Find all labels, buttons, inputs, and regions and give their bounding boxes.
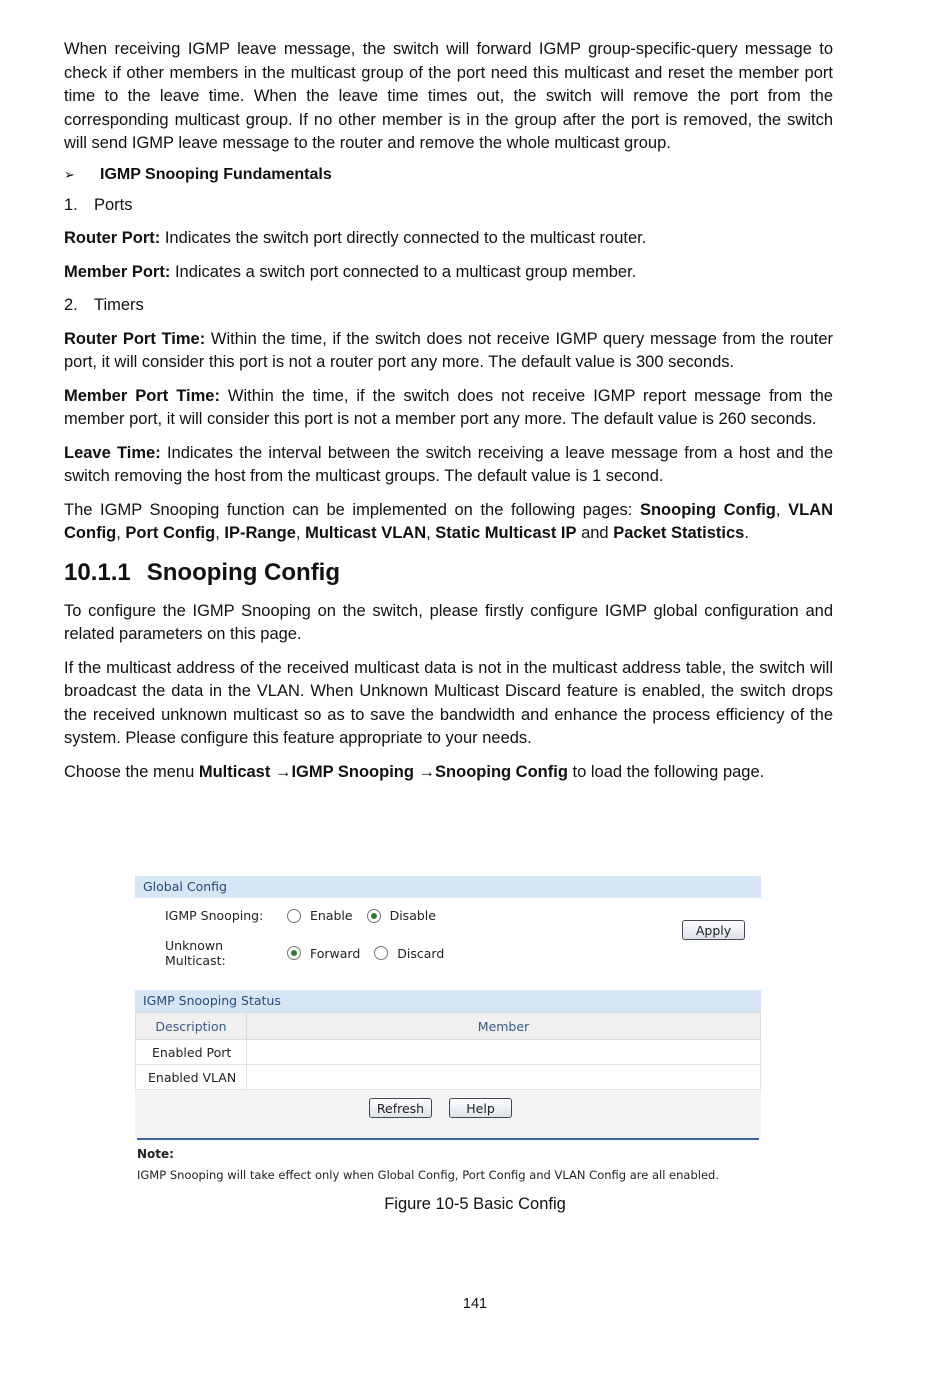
section-title: Snooping Config bbox=[146, 558, 341, 586]
unknown-discard-radio[interactable] bbox=[374, 946, 388, 960]
option-label: Disable bbox=[389, 908, 436, 923]
note-box bbox=[137, 1138, 759, 1182]
router-port-definition bbox=[64, 227, 833, 251]
unknown-forward-option[interactable] bbox=[287, 946, 360, 961]
list-item-ports bbox=[64, 194, 833, 218]
sep: , bbox=[215, 524, 225, 542]
sep: , bbox=[426, 524, 436, 542]
leave-time-definition bbox=[64, 442, 833, 489]
arrow-bullet-icon: ➢ bbox=[64, 166, 75, 182]
pages-paragraph bbox=[64, 499, 833, 546]
table-header-row bbox=[136, 1013, 761, 1040]
row-member bbox=[247, 1065, 761, 1090]
list-text: Timers bbox=[94, 296, 144, 314]
section-number: 10.1.1 bbox=[64, 558, 131, 586]
igmp-enable-radio[interactable] bbox=[287, 909, 301, 923]
page-name: IP-Range bbox=[224, 524, 296, 542]
router-port-time-definition bbox=[64, 328, 833, 375]
status-table bbox=[135, 1012, 761, 1090]
intro-paragraph: When receiving IGMP leave message, the switch will forward IGMP group-specific-query message to check if other members in the multicast group of the port need this multicast and reset the member port time to the leave time. When the leave time times out, the switch will remove the port from the corresponding multicast group. If no other member is in the group after the port is removed, the switch will send IGMP leave message to the router and remove the whole multicast group. bbox=[64, 40, 833, 152]
igmp-disable-radio[interactable] bbox=[367, 909, 381, 923]
definition: Indicates a switch port connected to a multicast group member. bbox=[170, 262, 637, 281]
sep: , bbox=[775, 500, 789, 519]
term: Member Port Time: bbox=[64, 386, 220, 405]
option-label: Discard bbox=[397, 945, 445, 961]
list-text: Ports bbox=[94, 195, 133, 214]
text: to load the following page. bbox=[567, 762, 765, 781]
page-name: Port Config bbox=[125, 524, 216, 542]
term: Router Port Time: bbox=[64, 329, 206, 348]
note-text: IGMP Snooping will take effect only when Global Config, Port Config and VLAN Config are all enabled. bbox=[137, 1168, 719, 1182]
sep: , bbox=[116, 524, 126, 542]
igmp-snooping-row bbox=[165, 908, 450, 923]
page-name: Packet Statistics bbox=[613, 524, 745, 542]
snooping-config-figure bbox=[135, 876, 761, 1186]
status-button-bar bbox=[135, 1090, 761, 1138]
fundamentals-heading bbox=[64, 166, 833, 184]
refresh-button[interactable]: Refresh bbox=[369, 1098, 432, 1118]
global-config-panel bbox=[135, 898, 761, 990]
igmp-disable-option[interactable] bbox=[367, 908, 436, 923]
member-port-time-definition bbox=[64, 385, 833, 432]
col-description: Description bbox=[136, 1013, 247, 1040]
page-name: Snooping Config bbox=[639, 500, 776, 519]
table-row bbox=[136, 1065, 761, 1090]
status-title: IGMP Snooping Status bbox=[135, 990, 761, 1012]
definition: Within the time, if the switch does not receive IGMP report message from the member port, it will consider this port is not a member port any more. The default value is 260 seconds. bbox=[64, 386, 833, 428]
section-para-2: If the multicast address of the received multicast data is not in the multicast address table, the switch will broadcast the data in the VLAN. When Unknown Multicast Discard feature is enabled, the switch drops the received unknown multicast so as to save the bandwidth and enhance the process efficiency of the system. Please configure this feature appropriate to your needs. bbox=[64, 658, 833, 747]
definition: Indicates the switch port directly connected to the multicast router. bbox=[160, 229, 647, 247]
row-member bbox=[247, 1040, 761, 1065]
igmp-snooping-label: IGMP Snooping: bbox=[165, 908, 264, 923]
igmp-enable-option[interactable] bbox=[287, 908, 353, 923]
menu-path: Multicast →IGMP Snooping →Snooping Config bbox=[198, 762, 568, 781]
fundamentals-heading-text: IGMP Snooping Fundamentals bbox=[100, 165, 332, 183]
unknown-multicast-label: Unknown Multicast: bbox=[165, 938, 226, 968]
row-description: Enabled VLAN bbox=[136, 1065, 247, 1090]
term: Member Port: bbox=[64, 262, 171, 281]
option-label: Enable bbox=[310, 908, 353, 923]
figure-caption: Figure 10-5 Basic Config bbox=[384, 1195, 566, 1213]
table-row bbox=[136, 1040, 761, 1065]
col-member: Member bbox=[247, 1013, 761, 1040]
unknown-discard-option[interactable] bbox=[374, 946, 444, 961]
document-body bbox=[64, 38, 833, 794]
page-name: Multicast VLAN bbox=[305, 524, 427, 542]
unknown-multicast-row bbox=[165, 938, 458, 968]
global-config-title: Global Config bbox=[135, 876, 761, 898]
list-item-timers bbox=[64, 294, 833, 318]
apply-button[interactable]: Apply bbox=[682, 920, 745, 940]
section-heading bbox=[64, 556, 833, 590]
page-number: 141 bbox=[462, 1296, 488, 1312]
section-para-1: To configure the IGMP Snooping on the switch, please firstly configure IGMP global configuration and related parameters on this page. bbox=[64, 601, 833, 643]
definition: Indicates the interval between the switch receiving a leave message from a host and the switch removing the host from the multicast groups. The default value is 1 second. bbox=[64, 443, 834, 485]
text: Choose the menu bbox=[64, 762, 199, 781]
option-label: Forward bbox=[310, 945, 361, 961]
note-title: Note: bbox=[137, 1147, 174, 1161]
term: Router Port: bbox=[64, 229, 161, 247]
help-button[interactable]: Help bbox=[449, 1098, 512, 1118]
sep: . bbox=[744, 524, 749, 542]
page-name: VLAN Config bbox=[64, 500, 833, 542]
member-port-definition bbox=[64, 261, 833, 285]
page-name: Static Multicast IP bbox=[435, 524, 577, 542]
menu-instruction bbox=[64, 761, 833, 785]
sep: and bbox=[576, 524, 614, 542]
list-number: 1. bbox=[64, 195, 78, 214]
list-number: 2. bbox=[64, 296, 78, 314]
row-description: Enabled Port bbox=[136, 1040, 247, 1065]
text: The IGMP Snooping function can be implemented on the following pages: bbox=[64, 500, 640, 519]
term: Leave Time: bbox=[64, 443, 161, 462]
sep: , bbox=[295, 524, 306, 542]
definition: Within the time, if the switch does not receive IGMP query message from the router port, it will consider this port is not a router port any more. The default value is 300 seconds. bbox=[64, 329, 833, 371]
unknown-forward-radio[interactable] bbox=[287, 946, 301, 960]
